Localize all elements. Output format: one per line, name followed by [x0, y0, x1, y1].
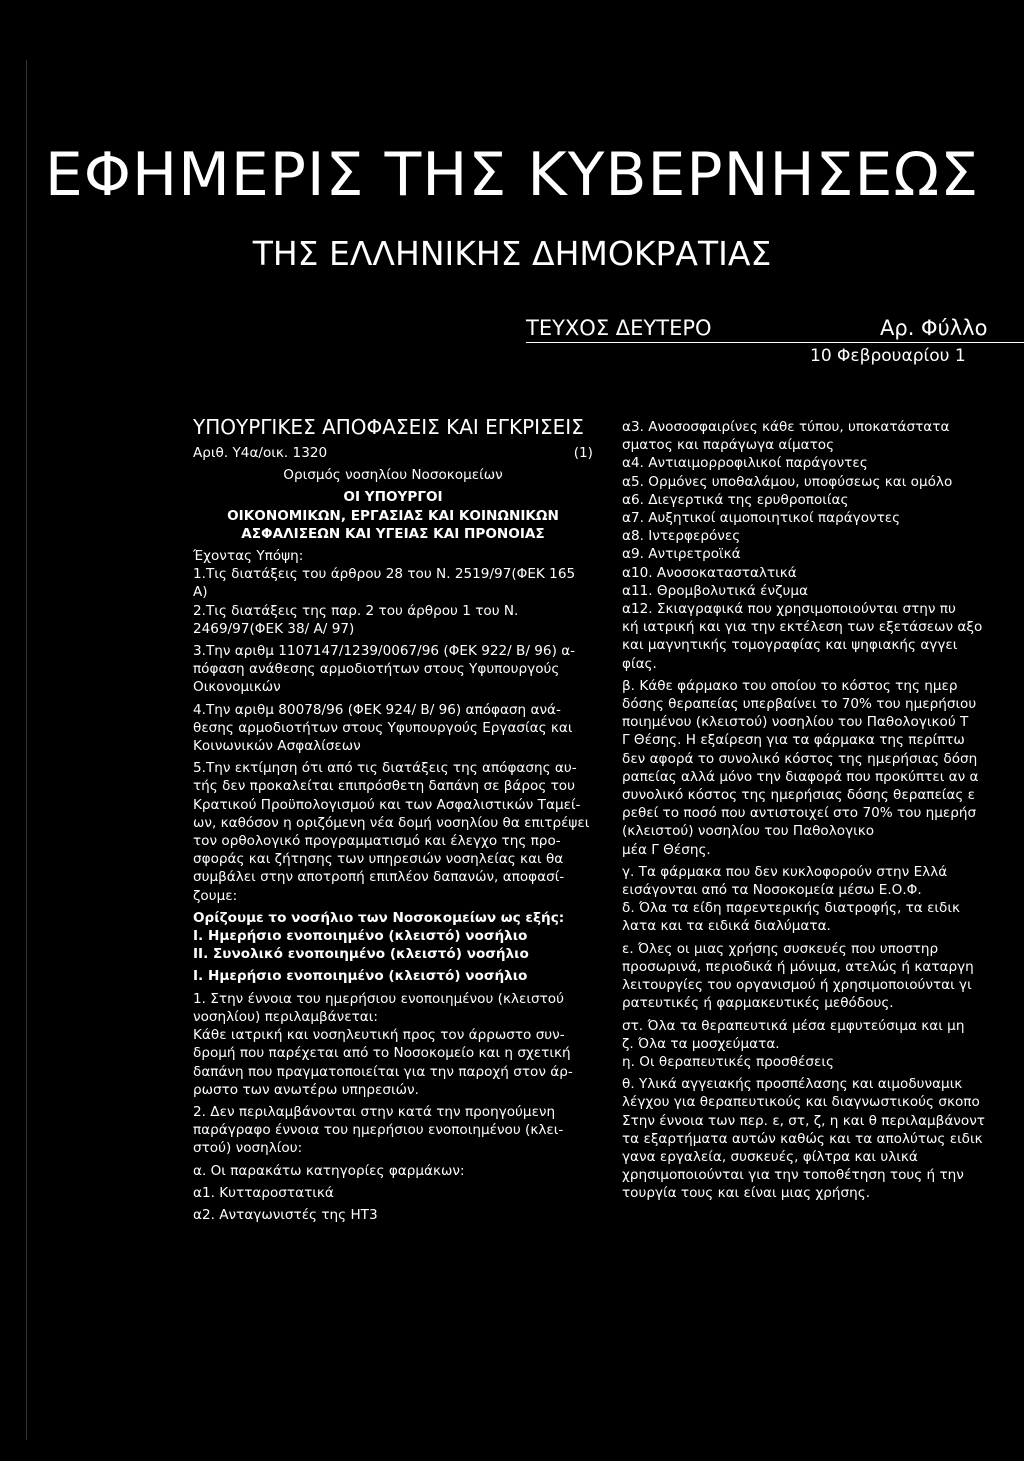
recital-5c: Κρατικού Προϋπολογισμού και των Ασφαλιστικών Ταμεί-: [193, 796, 581, 813]
right-line: δεν αφορά το συνολικό κόστος της ημερήσιας δόση: [622, 750, 978, 767]
para-2c: στού) νοσηλίου:: [193, 1140, 303, 1157]
recital-3c: Οικονομικών: [193, 679, 281, 696]
right-line: εισάγονται από τα Νοσοκομεία μέσω Ε.Ο.Φ.: [622, 882, 922, 899]
para-2b: παράγραφο έννοια του ημερήσιου ενοποιημένου (κλει-: [193, 1122, 564, 1139]
right-line: δόσης θεραπείας υπερβαίνει το 70% του ημερήσιου: [622, 696, 977, 713]
left-column: [193, 414, 593, 1224]
right-line: η. Οι θεραπευτικές προσθέσεις: [622, 1053, 834, 1070]
issue-label: ΤΕΥΧΟΣ ΔΕΥΤΕΡΟ: [526, 316, 712, 340]
right-line: ε. Όλες οι μιας χρήσης συσκευές που υποστηρ: [622, 940, 939, 957]
para-2a: 2. Δεν περιλαμβάνονται στην κατά την προηγούμενη: [193, 1103, 556, 1120]
decision-ref: Αριθ. Υ4α/οικ. 1320: [193, 445, 328, 461]
right-line: Στην έννοια των περ. ε, στ, ζ, η και θ περιλαμβάνοντ: [622, 1112, 985, 1129]
right-line: α10. Ανοσοκατασταλτικά: [622, 564, 797, 581]
right-line: α4. Αντιαιμορροφιλικοί παράγοντες: [622, 455, 868, 472]
right-line: συνολικό κόστος της ημερήσιας δόσης θεραπείας ε: [622, 787, 976, 804]
right-line: α11. Θρομβολυτικά ένζυμα: [622, 582, 808, 599]
right-line: μέα Γ Θέσης.: [622, 841, 711, 858]
recital-4b: θεσης αρμοδιοτήτων στους Υφυπουργούς Εργασίας και: [193, 719, 573, 736]
right-line: λατα και τα ειδικά διαλύματα.: [622, 918, 831, 935]
recital-5d: ων, καθόσον η οριζόμενη νέα δομή νοσηλίου θα επιτρέψει: [193, 814, 590, 831]
right-line: α7. Αυξητικοί αιμοποιητικοί παράγοντες: [622, 510, 901, 527]
right-line: α5. Ορμόνες υποθαλάμου, υποφύσεως και ομόλο: [622, 473, 953, 490]
para-1e: δαπάνη που πραγματοποιείται για την παροχή στον άρ-: [193, 1063, 573, 1080]
item-ii: ΙΙ. Συνολικό ενοποιημένο (κλειστό) νοσήλιο: [193, 946, 529, 963]
item-i: Ι. Ημερήσιο ενοποιημένο (κλειστό) νοσήλιο: [193, 928, 528, 945]
right-line: α9. Αντιρετροϊκά: [622, 546, 741, 563]
right-line: τουργία τους και είναι μιας χρήσης.: [622, 1185, 871, 1202]
header-divider: [526, 342, 1024, 343]
right-line: ρεθεί το ποσό που αντιστοιχεί στο 70% του ημερήσ: [622, 805, 977, 822]
right-line: β. Κάθε φάρμακο του οποίου το κόστος της ημερ: [622, 677, 958, 694]
right-line: γ. Τα φάρμακα που δεν κυκλοφορούν στην Ελλά: [622, 863, 948, 880]
right-line: (κλειστού) νοσηλίου του Παθολογικο: [622, 823, 875, 840]
decision-ref-line: [193, 444, 593, 462]
item-a1: α1. Κυτταροστατικά: [193, 1184, 334, 1201]
recital-2a: 2.Τις διατάξεις της παρ. 2 του άρθρου 1 του Ν.: [193, 602, 519, 619]
decision-statement: Ορίζουμε το νοσήλιο των Νοσοκομείων ως εξής:: [193, 909, 565, 926]
right-line: φίας.: [622, 655, 657, 672]
ministers-line-1: ΟΙ ΥΠΟΥΡΓΟΙ: [343, 489, 443, 506]
right-line: στ. Όλα τα θεραπευτικά μέσα εμφυτεύσιμα και μη: [622, 1017, 965, 1034]
section-heading: ΥΠΟΥΡΓΙΚΕΣ ΑΠΟΦΑΣΕΙΣ ΚΑΙ ΕΓΚΡΙΣΕΙΣ: [193, 415, 584, 439]
right-line: α12. Σκιαγραφικά που χρησιμοποιούνται στην πυ: [622, 601, 956, 618]
right-line: λειτουργίες του οργανισμού ή χρησιμοποιούνται γι: [622, 977, 972, 994]
sheet-number: Αρ. Φύλλο: [880, 316, 988, 340]
recital-5f: σφοράς και ζήτησης των υπηρεσιών νοσηλείας και θα: [193, 851, 564, 868]
para-1b: νοσηλίου) περιλαμβάνεται:: [193, 1008, 378, 1025]
issue-date: 10 Φεβρουαρίου 1: [810, 346, 966, 366]
right-line: α6. Διεγερτικά της ερυθροποιίας: [622, 491, 849, 508]
right-line: α3. Ανοσοσφαιρίνες κάθε τύπου, υποκατάστατα: [622, 419, 950, 435]
right-line: χρησιμοποιούνται για την τοποθέτηση τους ή την: [622, 1167, 964, 1184]
para-1d: δρομή που παρέχεται από το Νοσοκομείο και η σχετική: [193, 1045, 571, 1062]
gazette-title: ΕΦΗΜΕΡΙΣ ΤΗΣ ΚΥΒΕΡΝΗΣΕΩΣ: [44, 140, 980, 210]
ministers-line-2: ΟΙΚΟΝΟΜΙΚΩΝ, ΕΡΓΑΣΙΑΣ ΚΑΙ ΚΟΙΝΩΝΙΚΩΝ: [227, 507, 559, 524]
right-line: θ. Υλικά αγγειακής προσπέλασης και αιμοδυναμικ: [622, 1076, 963, 1093]
gazette-subtitle: ΤΗΣ ΕΛΛΗΝΙΚΗΣ ΔΗΜΟΚΡΑΤΙΑΣ: [252, 234, 772, 273]
decision-num: (1): [573, 445, 593, 461]
right-line: ρατευτικές ή φαρμακευτικές μεθόδους.: [622, 995, 894, 1012]
right-line: ραπείας αλλά μόνο την διαφορά που προκύπτει αν α: [622, 768, 979, 785]
recital-5e: τον ορθολογικό προγραμματισμό και έλεγχο της προ-: [193, 833, 561, 850]
right-line: γανα εργαλεία, συσκευές, φίλτρα και υλικά: [622, 1148, 918, 1165]
right-column: [622, 418, 1022, 1203]
recital-3a: 3.Την αριθμ 1107147/1239/0067/96 (ΦΕΚ 922/ Β/ 96) α-: [193, 643, 576, 660]
recital-5h: ζουμε:: [193, 887, 238, 904]
recital-1: 1.Τις διατάξεις του άρθρου 28 του Ν. 2519/97(ΦΕΚ 165 Α): [193, 566, 576, 601]
para-1a: 1. Στην έννοια του ημερήσιου ενοποιημένου (κλειστού: [193, 990, 564, 1007]
right-line: προσωρινά, περιοδικά ή μόνιμα, ατελώς ή καταργη: [622, 958, 974, 975]
right-line: σματος και παράγωγα αίματος: [622, 437, 835, 454]
recital-4c: Κοινωνικών Ασφαλίσεων: [193, 738, 361, 755]
having-regard: Έχοντας Υπόψη:: [193, 548, 304, 565]
right-line: λέγχου για θεραπευτικούς και διαγνωστικούς σκοπο: [622, 1094, 980, 1111]
right-line: Γ Θέσης. Η εξαίρεση για τα φάρμακα της περίπτω: [622, 732, 965, 749]
right-line: τα εξαρτήματα αυτών καθώς και τα απολύτως ειδικ: [622, 1130, 983, 1147]
recital-3b: πόφαση ανάθεσης αρμοδιοτήτων στους Υφυπουργούς: [193, 661, 560, 678]
ministers-line-3: ΑΣΦΑΛΙΣΕΩΝ ΚΑΙ ΥΓΕΙΑΣ ΚΑΙ ΠΡΟΝΟΙΑΣ: [241, 525, 545, 542]
right-line: και μαγνητικής τομογραφίας και ψηφιακής αγγει: [622, 637, 958, 654]
recital-5b: τής δεν προκαλείται επιπρόσθετη δαπάνη σε βάρος του: [193, 778, 575, 795]
right-line: α8. Ιντερφερόνες: [622, 528, 741, 545]
item-a: α. Οι παρακάτω κατηγορίες φαρμάκων:: [193, 1162, 465, 1179]
recital-5g: συμβάλει στην αποτροπή επιπλέον δαπανών, αποφασί-: [193, 869, 565, 886]
para-1c: Κάθε ιατρική και νοσηλευτική προς τον άρρωστο συν-: [193, 1027, 565, 1044]
item-i-heading: Ι. Ημερήσιο ενοποιημένο (κλειστό) νοσήλιο: [193, 968, 528, 985]
recital-5a: 5.Την εκτίμηση ότι από τις διατάξεις της απόφασης αυ-: [193, 760, 577, 777]
decision-subject: Ορισμός νοσηλίου Νοσοκομείων: [283, 467, 503, 484]
right-line: κή ιατρική και για την εκτέλεση των εξετάσεων αξο: [622, 619, 983, 636]
recital-4a: 4.Την αριθμ 80078/96 (ΦΕΚ 924/ Β/ 96) απόφαση ανά-: [193, 701, 561, 718]
right-line: δ. Όλα τα είδη παρεντερικής διατροφής, τα ειδικ: [622, 900, 960, 917]
item-a2: α2. Ανταγωνιστές της ΗΤ3: [193, 1206, 378, 1223]
right-line: ζ. Όλα τα μοσχεύματα.: [622, 1035, 780, 1052]
para-1f: ρωστο των ανωτέρω υπηρεσιών.: [193, 1081, 419, 1098]
right-line: ποιημένου (κλειστού) νοσηλίου του Παθολογικού Τ: [622, 714, 969, 731]
recital-2b: 2469/97(ΦΕΚ 38/ Α/ 97): [193, 620, 355, 637]
